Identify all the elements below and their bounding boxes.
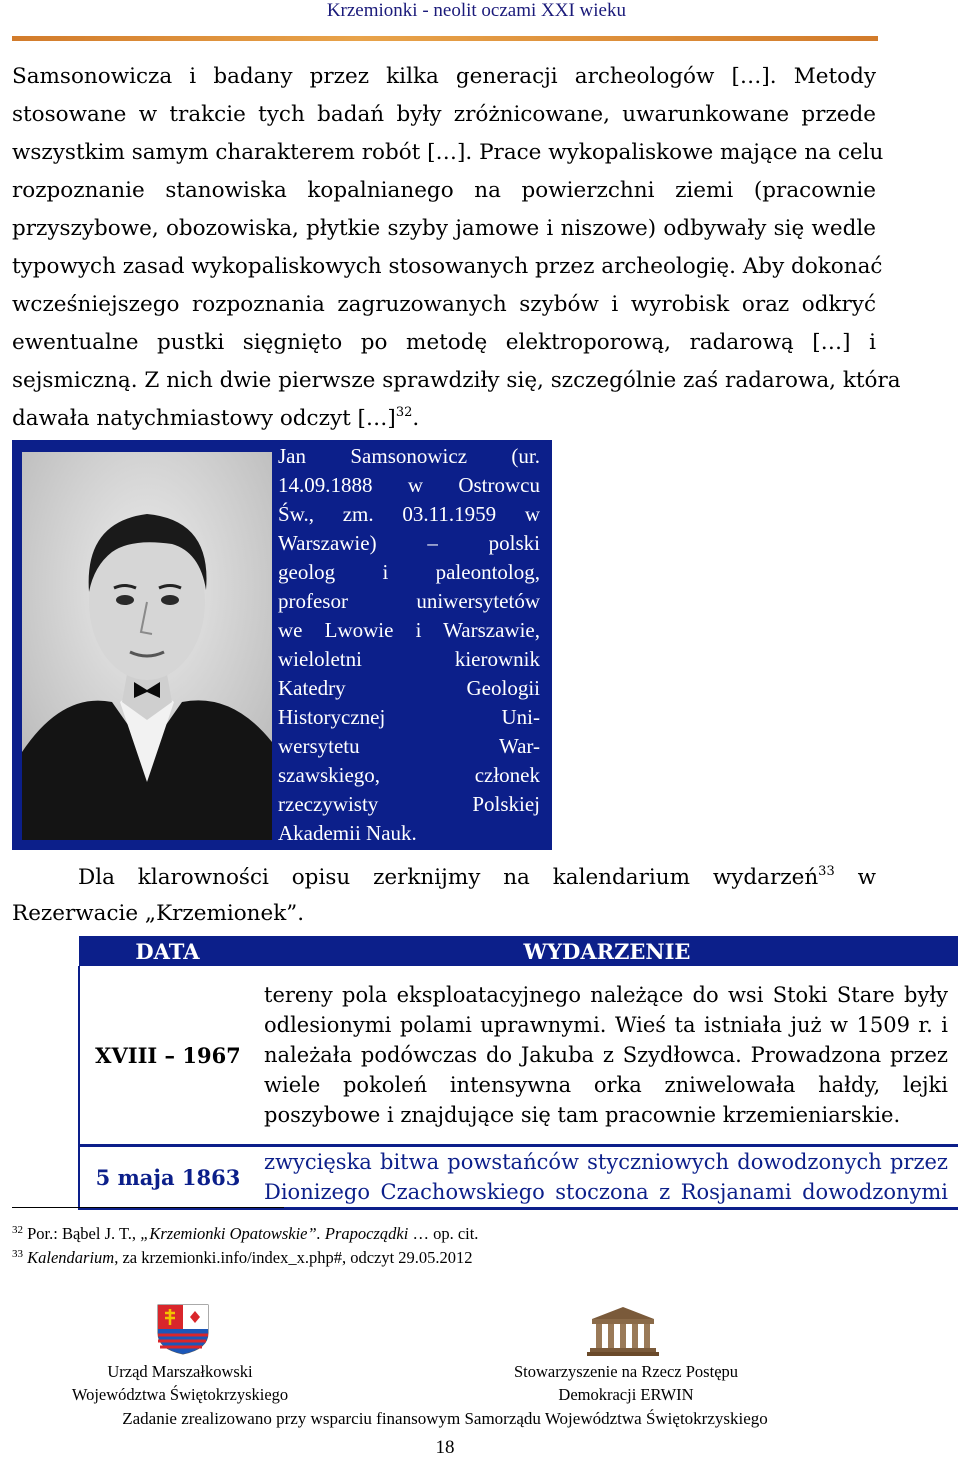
footnote-text: Por.: Bąbel J. T., bbox=[27, 1224, 141, 1243]
text-line: typowych zasad wykopaliskowych stosowanych przez archeologię. Aby dokonać bbox=[12, 254, 883, 279]
event-line: poszybowe i znajdujące się tam pracownie krzemieniarskie. bbox=[264, 1103, 901, 1127]
footer-association bbox=[466, 1360, 786, 1406]
bio-line: profesor uniwersytetów bbox=[278, 589, 540, 613]
bio-line: wieloletni kierownik bbox=[278, 647, 540, 671]
coat-of-arms-logo bbox=[156, 1303, 210, 1355]
text-line bbox=[12, 860, 876, 896]
bio-line: 14.09.1888 w Ostrowcu bbox=[278, 473, 540, 497]
text-line: rozpoznanie stanowiska kopalnianego na powierzchni ziemi (pracownie bbox=[12, 178, 876, 203]
header-rule bbox=[12, 36, 878, 41]
text-fragment: dawała natychmiastowy odczyt […] bbox=[12, 406, 396, 431]
date-cell: 5 maja 1863 bbox=[79, 1146, 256, 1209]
footnote-title: Kalendarium bbox=[27, 1248, 115, 1267]
footer-support-note: Zadanie zrealizowano przy wsparciu finansowym Samorządu Województwa Świętokrzyskiego bbox=[122, 1409, 768, 1428]
text-line: sejsmiczną. Z nich dwie pierwsze sprawdziły się, szczególnie zaś radarowa, która bbox=[12, 368, 901, 393]
footnote-33 bbox=[12, 1248, 473, 1268]
event-line: należała podówczas do Jakuba z Szydłowca. Prowadzona przez bbox=[264, 1043, 948, 1067]
event-line: tereny pola eksploatacyjnego należące do wsi Stoki Stare były bbox=[264, 983, 948, 1007]
bio-line: Św., zm. 03.11.1959 w bbox=[278, 502, 540, 526]
text-line: stosowane w trakcie tych badań były zróżnicowane, uwarunkowane przede bbox=[12, 102, 876, 127]
event-line: Dionizego Czachowskiego stoczona z Rosjanami dowodzonymi bbox=[264, 1180, 948, 1204]
bio-line: rzeczywisty Polskiej bbox=[278, 792, 540, 816]
portrait-image bbox=[22, 452, 272, 840]
table-row bbox=[79, 966, 958, 1146]
footer-line: Urząd Marszałkowski bbox=[107, 1362, 253, 1381]
footer-line: Stowarzyszenie na Rzecz Postępu bbox=[513, 1362, 739, 1381]
table-row bbox=[79, 1146, 958, 1209]
portrait-photo bbox=[22, 452, 272, 840]
event-cell bbox=[256, 1146, 958, 1209]
footnote-title: „Krzemionki Opatowskie”. Prapocządki bbox=[140, 1224, 409, 1243]
bio-line: Akademii Nauk. bbox=[278, 821, 417, 845]
footer-line: Województwa Świętokrzyskiego bbox=[71, 1385, 289, 1404]
text-line: wcześniejszego rozpoznania zagruzowanych szybów i wyrobisk oraz odkryć bbox=[12, 292, 876, 317]
running-header: Krzemionki - neolit oczami XXI wieku bbox=[326, 0, 626, 21]
bio-line: we Lwowie i Warszawie, bbox=[278, 618, 540, 642]
event-line: wiele pokoleń intensywna orka zniwelowała hałdy, lejki bbox=[264, 1073, 948, 1097]
bio-line: Jan Samsonowicz (ur. bbox=[278, 444, 540, 468]
footnote-text: , za krzemionki.info/index_x.php#, odczyt 29.05.2012 bbox=[114, 1248, 473, 1267]
footnote-ref[interactable]: 33 bbox=[818, 864, 835, 879]
event-line: odlesionymi polami uprawnymi. Wieś ta istniała już w 1509 r. i bbox=[264, 1013, 948, 1037]
bio-line: Warszawie) – polski bbox=[278, 531, 540, 555]
bio-line: geolog i paleontolog, bbox=[278, 560, 540, 584]
page-number: 18 bbox=[435, 1437, 455, 1458]
bio-caption bbox=[278, 442, 540, 848]
footer-line: Demokracji ERWIN bbox=[558, 1385, 694, 1404]
bio-line: wersytetu War- bbox=[278, 734, 540, 758]
table-header-row bbox=[79, 936, 958, 966]
bio-line: Katedry Geologii bbox=[278, 676, 540, 700]
text-line: przyszybowe, obozowiska, płytkie szyby jamowe i niszowe) odbywały się wedle bbox=[12, 216, 876, 241]
footnote-text: … op. cit. bbox=[408, 1224, 479, 1243]
footnote-separator bbox=[12, 1207, 284, 1208]
bio-line: szawskiego, członek bbox=[278, 763, 540, 787]
column-header-date: DATA bbox=[79, 936, 256, 966]
footnote-number: 32 bbox=[12, 1224, 23, 1236]
footnote-32 bbox=[12, 1224, 478, 1244]
calendar-table bbox=[78, 936, 958, 1210]
footnote-number: 33 bbox=[12, 1248, 23, 1260]
footer-office bbox=[40, 1360, 320, 1406]
text-line: Rezerwacie „Krzemionek”. bbox=[12, 901, 305, 926]
text-line: Samsonowicza i badany przez kilka generacji archeologów […]. Metody bbox=[12, 64, 876, 89]
text-line: ewentualne pustki sięgnięto po metodę elektroporową, radarową […] i bbox=[12, 330, 876, 355]
column-header-event: WYDARZENIE bbox=[256, 936, 958, 966]
text-fragment: . bbox=[412, 406, 420, 431]
event-cell bbox=[256, 966, 958, 1146]
text-line-last bbox=[12, 400, 876, 438]
text-fragment: Dla klarowności opisu zerknijmy na kalendarium wydarzeń bbox=[78, 865, 819, 890]
temple-logo bbox=[586, 1305, 660, 1357]
text-line: wszystkim samym charakterem robót […]. Prace wykopaliskowe mające na celu bbox=[12, 140, 884, 165]
paragraph-intro bbox=[12, 58, 901, 438]
text-fragment: w bbox=[857, 865, 876, 890]
paragraph-calendar-intro bbox=[12, 860, 876, 932]
footnote-ref[interactable]: 32 bbox=[395, 405, 413, 420]
bio-line: Historycznej Uni- bbox=[278, 705, 540, 729]
date-cell: XVIII – 1967 bbox=[79, 966, 256, 1146]
event-line: zwycięska bitwa powstańców styczniowych dowodzonych przez bbox=[264, 1150, 948, 1174]
